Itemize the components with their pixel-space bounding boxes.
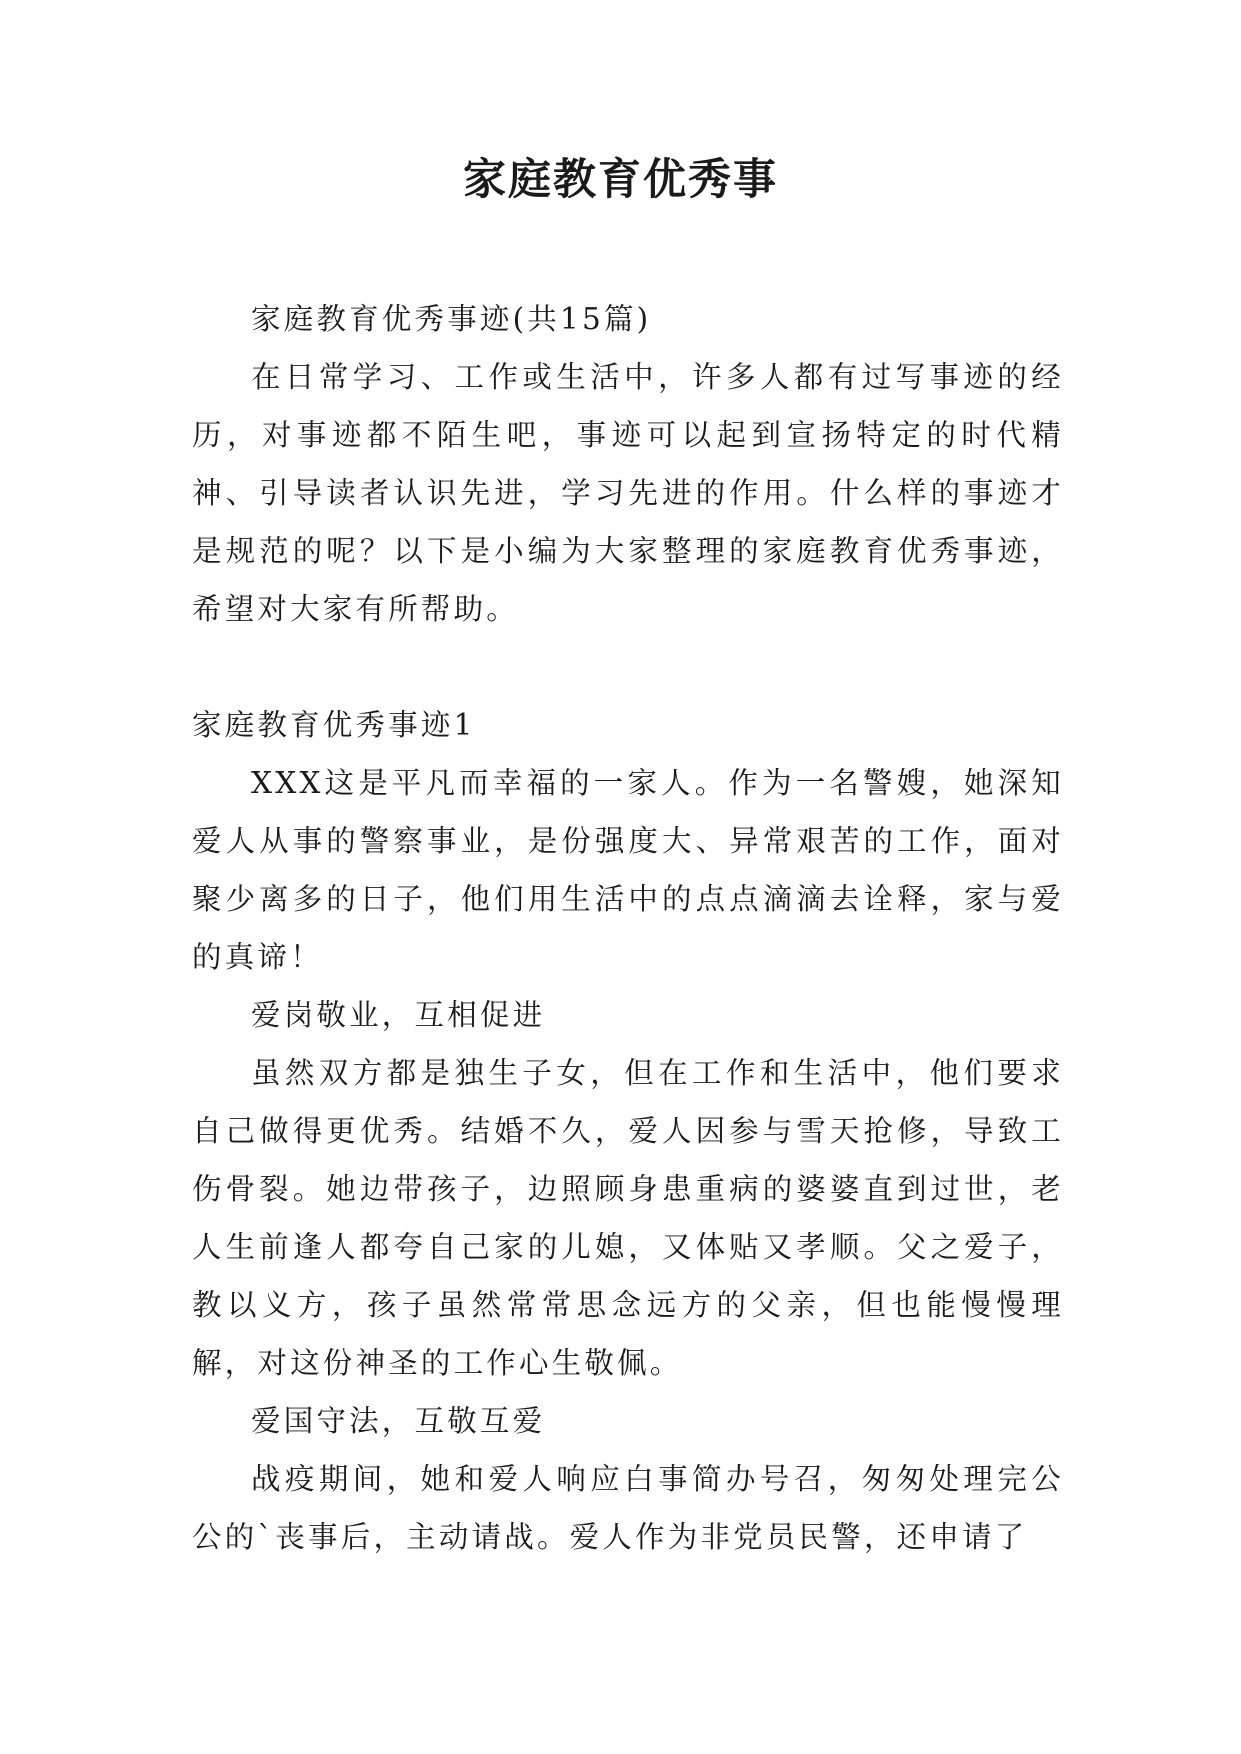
paragraph-intro: 在日常学习、工作或生活中，许多人都有过写事迹的经历，对事迹都不陌生吧，事迹可以起到宣扬特定的时代精神、引导读者认识先进，学习先进的作用。什么样的事迹才是规范的呢？以下是小编为大家整理的家庭教育优秀事迹，希望对大家有所帮助。	[192, 360, 1064, 626]
paragraph-story-2: 虽然双方都是独生子女，但在工作和生活中，他们要求自己做得更优秀。结婚不久，爱人因参与雪天抢修，导致工伤骨裂。她边带孩子，边照顾身患重病的婆婆直到过世，老人生前逢人都夸自己家的儿媳，又体贴又孝顺。父之爱子，教以义方，孩子虽然常常思念远方的父亲，但也能慢慢理解，对这份神圣的工作心生敬佩。	[192, 1056, 1064, 1380]
paragraph-story-1: XXX这是平凡而幸福的一家人。作为一名警嫂，她深知爱人从事的警察事业，是份强度大、异常艰苦的工作，面对聚少离多的日子，他们用生活中的点点滴滴去诠释，家与爱的真谛！	[192, 766, 1064, 974]
document-body	[192, 290, 1064, 1566]
document-title: 家庭教育优秀事	[463, 155, 778, 205]
paragraph-spacer	[192, 638, 1064, 696]
section-heading: 家庭教育优秀事迹1	[192, 708, 476, 742]
paragraph-story-3: 战疫期间，她和爱人响应白事简办号召，匆匆处理完公公的`丧事后，主动请战。爱人作为非党员民警，还申请了	[192, 1462, 1064, 1554]
subheading-1: 爱岗敬业，互相促进	[251, 998, 546, 1032]
subheading-2: 爱国守法，互敬互爱	[251, 1404, 546, 1438]
paragraph-subtitle: 家庭教育优秀事迹(共15篇)	[251, 302, 652, 336]
